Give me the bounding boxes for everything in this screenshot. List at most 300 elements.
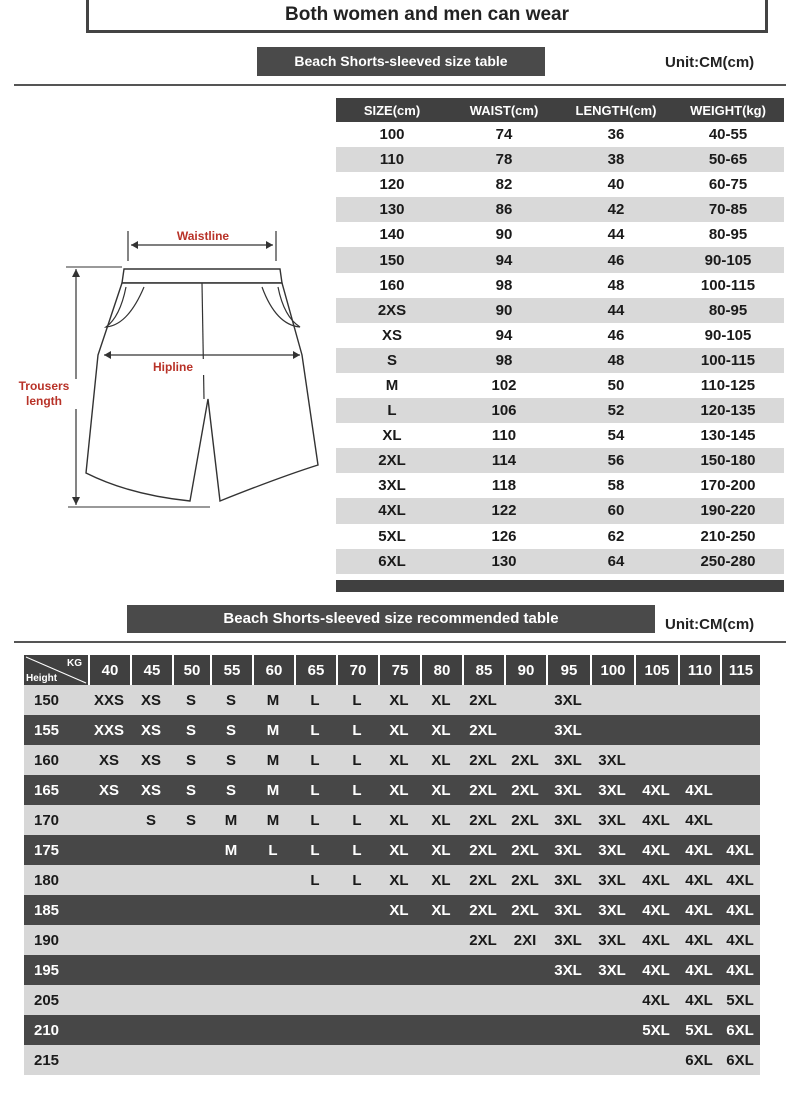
rec-table-cell <box>210 865 252 895</box>
size-table-row <box>336 197 784 222</box>
rec-table-cell: XXS <box>88 715 130 745</box>
rec-table-cell: XL <box>420 865 462 895</box>
rec-table-row <box>24 1015 760 1045</box>
rec-table-cell: XL <box>420 775 462 805</box>
rec-table-cell <box>420 1045 462 1075</box>
rec-table-cell <box>504 685 546 715</box>
rec-table-height-cell: 175 <box>24 835 88 865</box>
rec-table-cell: 4XL <box>634 775 678 805</box>
rec-table-weight-header: 85 <box>462 655 504 685</box>
rec-table-cell: XS <box>130 685 172 715</box>
rec-table-cell: L <box>294 805 336 835</box>
rec-table-cell: XS <box>88 775 130 805</box>
rec-table-cell <box>720 745 760 775</box>
rec-table-cell: XS <box>88 745 130 775</box>
rec-table-cell: 2XL <box>462 715 504 745</box>
rec-table <box>24 655 760 1075</box>
rec-table-cell: 3XL <box>590 955 634 985</box>
size-table-cell: 100-115 <box>672 273 784 298</box>
rec-table-cell <box>546 1045 590 1075</box>
rec-table-weight-header: 65 <box>294 655 336 685</box>
size-table-cell: 52 <box>560 398 672 423</box>
rec-table-cell <box>172 1015 210 1045</box>
size-table-cell: 80-95 <box>672 298 784 323</box>
rec-table-cell: 2XL <box>462 925 504 955</box>
size-table-cell: 110 <box>448 423 560 448</box>
rec-table-cell: L <box>252 835 294 865</box>
rec-table-cell: 2XL <box>504 745 546 775</box>
size-table <box>336 98 784 574</box>
size-table-cell: 250-280 <box>672 549 784 574</box>
rec-table-cell <box>378 925 420 955</box>
size-table-cell: 40 <box>560 172 672 197</box>
rec-table-cell <box>462 985 504 1015</box>
rec-table-cell: 5XL <box>678 1015 720 1045</box>
rec-table-cell <box>130 835 172 865</box>
rec-table-cell: 4XL <box>678 865 720 895</box>
size-table-cell: 44 <box>560 298 672 323</box>
rec-table-cell <box>88 895 130 925</box>
rec-table-cell: 4XL <box>634 895 678 925</box>
size-table-cell: 60-75 <box>672 172 784 197</box>
rec-table-cell <box>88 865 130 895</box>
size-table-cell: 44 <box>560 222 672 247</box>
size-table-cell: 114 <box>448 448 560 473</box>
rec-table-cell <box>590 1015 634 1045</box>
rec-table-cell: 2XI <box>504 925 546 955</box>
size-table-cell: 62 <box>560 524 672 549</box>
rec-table-height-cell: 185 <box>24 895 88 925</box>
rec-table-cell: 4XL <box>678 925 720 955</box>
rec-table-cell: S <box>172 685 210 715</box>
rec-table-cell <box>210 985 252 1015</box>
rec-table-cell <box>130 865 172 895</box>
corner-cell <box>24 655 88 685</box>
rec-table-cell: 3XL <box>590 775 634 805</box>
rec-table-cell <box>590 1045 634 1075</box>
rec-table-cell <box>252 1045 294 1075</box>
rec-table-cell: 4XL <box>634 985 678 1015</box>
rec-table-cell <box>130 895 172 925</box>
size-table-cell: 210-250 <box>672 524 784 549</box>
rec-table-cell: S <box>172 745 210 775</box>
rec-table-cell: 2XL <box>462 685 504 715</box>
rec-table-cell: 3XL <box>546 685 590 715</box>
trousers-length-label <box>2 379 86 409</box>
size-table-cell: 106 <box>448 398 560 423</box>
rec-table-cell <box>294 895 336 925</box>
rec-table-cell: M <box>252 745 294 775</box>
rec-table-cell: L <box>336 775 378 805</box>
size-table-cell: 122 <box>448 498 560 523</box>
size-table-cell: 86 <box>448 197 560 222</box>
rec-table-cell <box>378 955 420 985</box>
size-table-cell: 78 <box>448 147 560 172</box>
size-table-cell: 70-85 <box>672 197 784 222</box>
size-table-cell: 102 <box>448 373 560 398</box>
size-table-column-header: WAIST(cm) <box>448 98 560 122</box>
rec-table-cell <box>130 925 172 955</box>
rec-table-cell: L <box>336 685 378 715</box>
size-table-header <box>336 98 784 122</box>
rec-table-cell <box>678 715 720 745</box>
rec-table-cell: 3XL <box>546 775 590 805</box>
rec-table-cell: 2XL <box>504 895 546 925</box>
rec-table-cell: 4XL <box>678 895 720 925</box>
size-table-cell: 150-180 <box>672 448 784 473</box>
rec-table-cell: 4XL <box>634 835 678 865</box>
rec-table-row <box>24 985 760 1015</box>
rec-table-cell <box>420 1015 462 1045</box>
size-table-row <box>336 222 784 247</box>
rec-table-height-cell: 210 <box>24 1015 88 1045</box>
size-table-cell: 120 <box>336 172 448 197</box>
rec-table-cell <box>294 1045 336 1075</box>
size-table-cell: 94 <box>448 247 560 272</box>
size-table-cell: S <box>336 348 448 373</box>
size-table-cell: 140 <box>336 222 448 247</box>
rec-table-cell: XS <box>130 715 172 745</box>
rec-table-cell <box>546 1015 590 1045</box>
rec-table-cell: 4XL <box>720 895 760 925</box>
rec-table-cell <box>634 685 678 715</box>
rec-table-cell: S <box>172 805 210 835</box>
size-table-row <box>336 273 784 298</box>
rec-table-cell: L <box>294 865 336 895</box>
rec-table-cell <box>590 715 634 745</box>
rec-table-height-cell: 195 <box>24 955 88 985</box>
rec-table-cell: 2XL <box>462 865 504 895</box>
size-table-cell: 42 <box>560 197 672 222</box>
rec-table-cell <box>420 985 462 1015</box>
rec-table-cell <box>462 955 504 985</box>
rec-table-row <box>24 715 760 745</box>
rec-table-cell: S <box>130 805 172 835</box>
rec-table-cell: 2XL <box>462 895 504 925</box>
rec-table-cell <box>462 1015 504 1045</box>
rec-table-height-cell: 160 <box>24 745 88 775</box>
rec-table-cell <box>504 1045 546 1075</box>
size-table-cell: 120-135 <box>672 398 784 423</box>
size-table-cell: M <box>336 373 448 398</box>
size-table-column-header: SIZE(cm) <box>336 98 448 122</box>
size-table-cell: XL <box>336 423 448 448</box>
size-table-cell: 46 <box>560 247 672 272</box>
rec-table-cell <box>172 865 210 895</box>
rec-table-cell: L <box>294 835 336 865</box>
rec-table-cell <box>336 955 378 985</box>
rec-table-cell <box>420 925 462 955</box>
rec-table-height-cell: 190 <box>24 925 88 955</box>
rec-table-cell <box>504 985 546 1015</box>
size-table-cell: 54 <box>560 423 672 448</box>
corner-kg-label: KG <box>67 658 82 669</box>
size-table-column-header: WEIGHT(kg) <box>672 98 784 122</box>
rec-table-cell: 3XL <box>590 925 634 955</box>
rec-table-cell <box>336 985 378 1015</box>
rec-table-cell: 2XL <box>462 835 504 865</box>
size-table-cell: 90-105 <box>672 323 784 348</box>
rec-table-cell <box>504 715 546 745</box>
rec-table-cell: S <box>210 775 252 805</box>
size-table-cell: 6XL <box>336 549 448 574</box>
rec-table-cell: 2XL <box>504 865 546 895</box>
rec-table-cell: 4XL <box>634 865 678 895</box>
rec-table-cell: XL <box>378 895 420 925</box>
rec-table-row <box>24 835 760 865</box>
size-table-row <box>336 323 784 348</box>
size-table-row <box>336 172 784 197</box>
rec-table-cell <box>172 925 210 955</box>
rec-table-row <box>24 805 760 835</box>
size-table-row <box>336 147 784 172</box>
rec-table-cell <box>720 775 760 805</box>
rec-table-height-cell: 170 <box>24 805 88 835</box>
rec-table-cell: 5XL <box>634 1015 678 1045</box>
rec-table-cell <box>88 925 130 955</box>
rec-table-cell: XL <box>420 805 462 835</box>
size-table-cell: 50-65 <box>672 147 784 172</box>
rec-table-cell <box>294 925 336 955</box>
size-table-cell: 110-125 <box>672 373 784 398</box>
trousers-length-line2: length <box>26 394 62 408</box>
rec-table-cell: 3XL <box>546 745 590 775</box>
rec-table-cell: 3XL <box>590 835 634 865</box>
rec-table-cell: 3XL <box>546 715 590 745</box>
rec-table-cell <box>88 955 130 985</box>
rec-table-cell <box>210 1045 252 1075</box>
size-table-cell: 130-145 <box>672 423 784 448</box>
rec-table-row <box>24 895 760 925</box>
rec-table-cell <box>462 1045 504 1075</box>
rec-table-cell: 3XL <box>590 895 634 925</box>
size-table-cell: 98 <box>448 348 560 373</box>
divider <box>14 641 786 643</box>
rec-table-weight-header: 70 <box>336 655 378 685</box>
rec-table-cell <box>634 1045 678 1075</box>
size-table-cell: 60 <box>560 498 672 523</box>
size-table-cell: 160 <box>336 273 448 298</box>
rec-table-cell: 4XL <box>678 775 720 805</box>
rec-table-cell <box>546 985 590 1015</box>
rec-table-cell <box>634 745 678 775</box>
size-table-footer-bar <box>336 580 784 592</box>
rec-table-cell <box>504 1015 546 1045</box>
rec-table-weight-header: 110 <box>678 655 720 685</box>
rec-table-cell: 3XL <box>546 835 590 865</box>
size-table-cell: XS <box>336 323 448 348</box>
rec-table-cell: 4XL <box>634 805 678 835</box>
rec-table-cell: XS <box>130 775 172 805</box>
rec-table-cell <box>678 745 720 775</box>
rec-table-weight-header: 90 <box>504 655 546 685</box>
rec-table-cell: 4XL <box>720 925 760 955</box>
rec-table-cell: L <box>336 745 378 775</box>
rec-table-cell: 6XL <box>720 1045 760 1075</box>
rec-table-cell: M <box>252 775 294 805</box>
size-table-row <box>336 348 784 373</box>
rec-table-cell <box>172 895 210 925</box>
rec-table-cell: L <box>294 745 336 775</box>
rec-table-cell: M <box>252 715 294 745</box>
rec-table-cell: XL <box>378 685 420 715</box>
rec-table-cell: M <box>252 685 294 715</box>
rec-table-cell: XL <box>420 745 462 775</box>
rec-table-cell: XL <box>378 865 420 895</box>
size-table-cell: 90-105 <box>672 247 784 272</box>
rec-table-weight-header: 40 <box>88 655 130 685</box>
rec-table-weight-header: 55 <box>210 655 252 685</box>
rec-table-cell <box>336 1045 378 1075</box>
rec-table-cell: XXS <box>88 685 130 715</box>
rec-table-cell <box>172 1045 210 1075</box>
rec-table-cell <box>252 1015 294 1045</box>
rec-table-height-cell: 150 <box>24 685 88 715</box>
size-table-cell: 90 <box>448 298 560 323</box>
rec-table-cell <box>252 985 294 1015</box>
size-table-cell: 94 <box>448 323 560 348</box>
rec-table-cell: XS <box>130 745 172 775</box>
rec-table-cell: 2XL <box>462 745 504 775</box>
rec-table-weight-header: 105 <box>634 655 678 685</box>
rec-table-cell: 4XL <box>678 985 720 1015</box>
size-table-row <box>336 122 784 147</box>
size-table-cell: 50 <box>560 373 672 398</box>
rec-table-cell <box>130 1015 172 1045</box>
rec-table-cell <box>88 1045 130 1075</box>
size-table-cell: 64 <box>560 549 672 574</box>
rec-table-cell <box>210 1015 252 1045</box>
rec-table-header <box>24 655 760 685</box>
rec-table-cell <box>378 1015 420 1045</box>
rec-table-row <box>24 865 760 895</box>
rec-table-row <box>24 745 760 775</box>
rec-table-cell: M <box>252 805 294 835</box>
rec-table-cell: S <box>210 715 252 745</box>
size-table-row <box>336 448 784 473</box>
rec-table-cell: L <box>294 715 336 745</box>
size-table-column-header: LENGTH(cm) <box>560 98 672 122</box>
rec-table-cell: 3XL <box>546 955 590 985</box>
rec-table-cell <box>210 955 252 985</box>
size-table-row <box>336 398 784 423</box>
size-table-cell: 130 <box>448 549 560 574</box>
rec-table-cell <box>590 685 634 715</box>
size-table-row <box>336 298 784 323</box>
rec-table-cell: 2XL <box>504 835 546 865</box>
rec-table-weight-header: 95 <box>546 655 590 685</box>
size-table-cell: L <box>336 398 448 423</box>
rec-table-cell <box>720 715 760 745</box>
rec-table-row <box>24 925 760 955</box>
rec-table-cell: XL <box>420 895 462 925</box>
rec-table-cell: S <box>210 685 252 715</box>
size-table-cell: 82 <box>448 172 560 197</box>
rec-table-cell: XL <box>378 835 420 865</box>
rec-table-cell: 3XL <box>590 745 634 775</box>
rec-table-row <box>24 685 760 715</box>
size-table-cell: 48 <box>560 348 672 373</box>
size-table-cell: 110 <box>336 147 448 172</box>
rec-table-cell <box>252 895 294 925</box>
divider <box>14 84 786 86</box>
rec-table-cell: XL <box>420 685 462 715</box>
rec-table-cell <box>294 985 336 1015</box>
rec-table-cell <box>294 1015 336 1045</box>
size-table-cell: 150 <box>336 247 448 272</box>
size-table-row <box>336 423 784 448</box>
size-table-cell: 40-55 <box>672 122 784 147</box>
size-table-cell: 130 <box>336 197 448 222</box>
rec-table-row <box>24 775 760 805</box>
rec-table-cell <box>172 955 210 985</box>
rec-table-cell <box>634 715 678 745</box>
rec-table-cell: S <box>172 775 210 805</box>
rec-table-cell <box>590 985 634 1015</box>
size-table-unit: Unit:CM(cm) <box>665 54 755 71</box>
rec-table-height-cell: 180 <box>24 865 88 895</box>
size-table-row <box>336 247 784 272</box>
rec-table-cell <box>504 955 546 985</box>
rec-table-cell: XL <box>378 805 420 835</box>
rec-table-cell <box>678 685 720 715</box>
size-table-cell: 190-220 <box>672 498 784 523</box>
rec-table-cell <box>720 805 760 835</box>
rec-table-weight-header: 75 <box>378 655 420 685</box>
rec-table-cell: S <box>210 745 252 775</box>
rec-table-cell <box>88 1015 130 1045</box>
size-table-cell: 100-115 <box>672 348 784 373</box>
rec-table-cell: 4XL <box>634 925 678 955</box>
rec-table-row <box>24 1045 760 1075</box>
size-table-cell: 4XL <box>336 498 448 523</box>
size-table-cell: 56 <box>560 448 672 473</box>
size-table-cell: 3XL <box>336 473 448 498</box>
rec-table-cell: S <box>172 715 210 745</box>
size-table-cell: 46 <box>560 323 672 348</box>
rec-table-cell <box>130 1045 172 1075</box>
trousers-length-line1: Trousers <box>18 379 70 393</box>
rec-table-cell: 4XL <box>634 955 678 985</box>
waistline-label: Waistline <box>176 229 230 243</box>
rec-table-label: Beach Shorts-sleeved size recommended table <box>127 605 655 633</box>
size-table-row <box>336 524 784 549</box>
rec-table-cell <box>88 985 130 1015</box>
size-table-cell: 2XS <box>336 298 448 323</box>
rec-table-weight-header: 50 <box>172 655 210 685</box>
size-table-cell: 118 <box>448 473 560 498</box>
size-table-cell: 58 <box>560 473 672 498</box>
rec-table-unit: Unit:CM(cm) <box>665 616 755 633</box>
rec-table-cell: L <box>336 715 378 745</box>
rec-table-cell <box>378 1045 420 1075</box>
rec-table-cell: XL <box>420 715 462 745</box>
rec-table-cell <box>294 955 336 985</box>
rec-table-weight-header: 80 <box>420 655 462 685</box>
size-table-row <box>336 373 784 398</box>
size-table-cell: 74 <box>448 122 560 147</box>
rec-table-height-cell: 205 <box>24 985 88 1015</box>
rec-table-cell: 4XL <box>678 835 720 865</box>
size-table-cell: 2XL <box>336 448 448 473</box>
page-title: Both women and men can wear <box>86 0 768 33</box>
rec-table-cell <box>172 985 210 1015</box>
size-table-cell: 48 <box>560 273 672 298</box>
rec-table-cell: 4XL <box>678 805 720 835</box>
rec-table-cell: L <box>336 835 378 865</box>
size-table-cell: 98 <box>448 273 560 298</box>
rec-table-cell <box>130 985 172 1015</box>
